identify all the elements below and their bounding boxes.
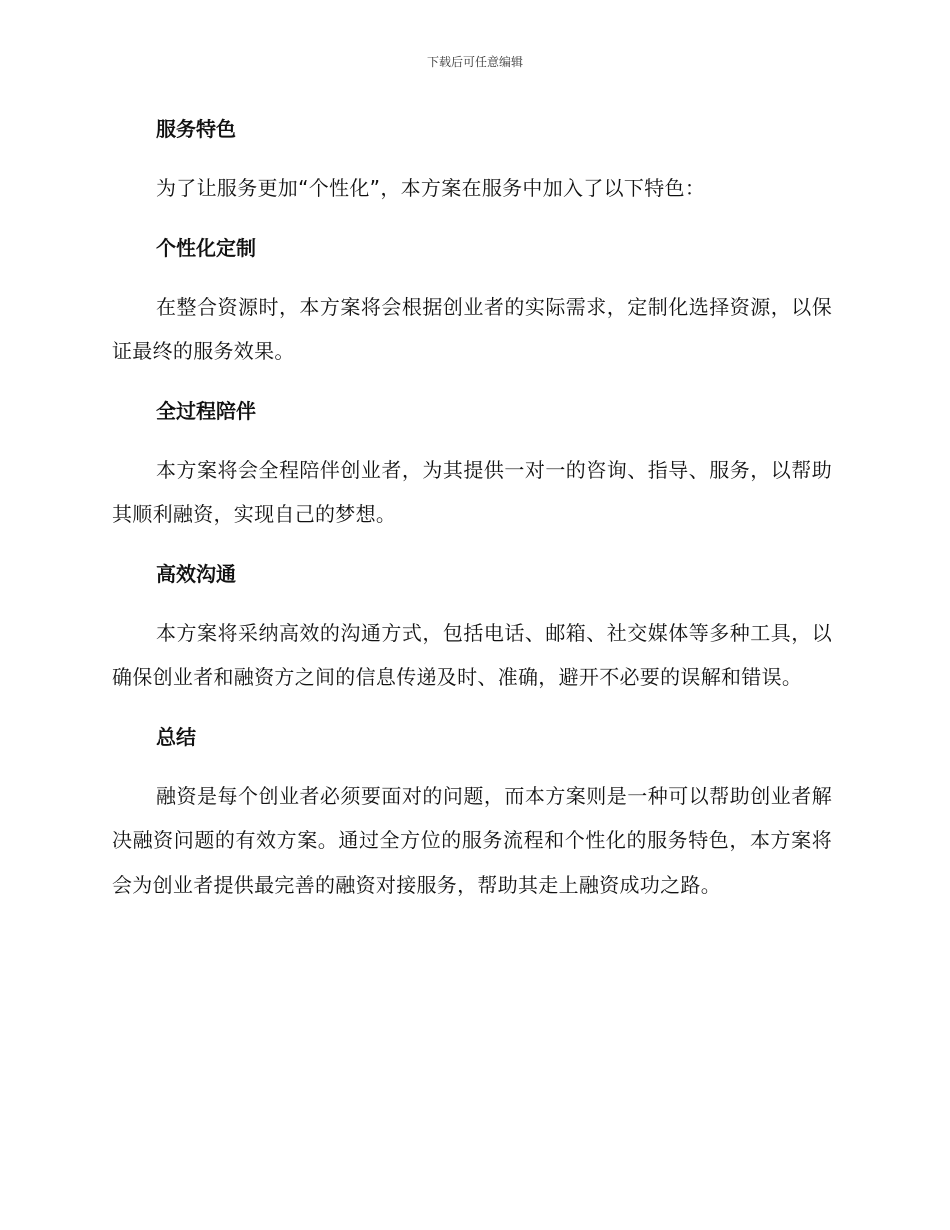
section-paragraph-full-accompaniment: 本方案将会全程陪伴创业者，为其提供一对一的咨询、指导、服务，以帮助其顺利融资，实现自己的梦想。 — [112, 457, 832, 526]
section-heading-summary: 总结 — [156, 724, 196, 749]
section-heading-service-features: 服务特色 — [156, 117, 236, 141]
section-paragraph-summary: 融资是每个创业者必须要面对的问题，而本方案则是一种可以帮助创业者解决融资问题的有效方案。通过全方位的服务流程和个性化的服务特色，本方案将会为创业者提供最完善的融资对接服务，帮助其走上融资成功之路。 — [112, 783, 832, 897]
section-paragraph-customization: 在整合资源时，本方案将会根据创业者的实际需求，定制化选择资源，以保证最终的服务效果。 — [112, 294, 832, 363]
section-heading-customization: 个性化定制 — [156, 235, 256, 260]
section-heading-efficient-communication: 高效沟通 — [156, 561, 236, 586]
document-body — [112, 109, 832, 924]
section-heading-full-accompaniment: 全过程陪伴 — [156, 398, 256, 423]
section-paragraph-efficient-communication: 本方案将采纳高效的沟通方式，包括电话、邮箱、社交媒体等多种工具，以确保创业者和融资方之间的信息传递及时、准确，避开不必要的误解和错误。 — [112, 620, 832, 689]
section-paragraph-service-features: 为了让服务更加“个性化”，本方案在服务中加入了以下特色： — [156, 176, 706, 200]
page-header: 下载后可任意编辑 — [426, 55, 523, 69]
